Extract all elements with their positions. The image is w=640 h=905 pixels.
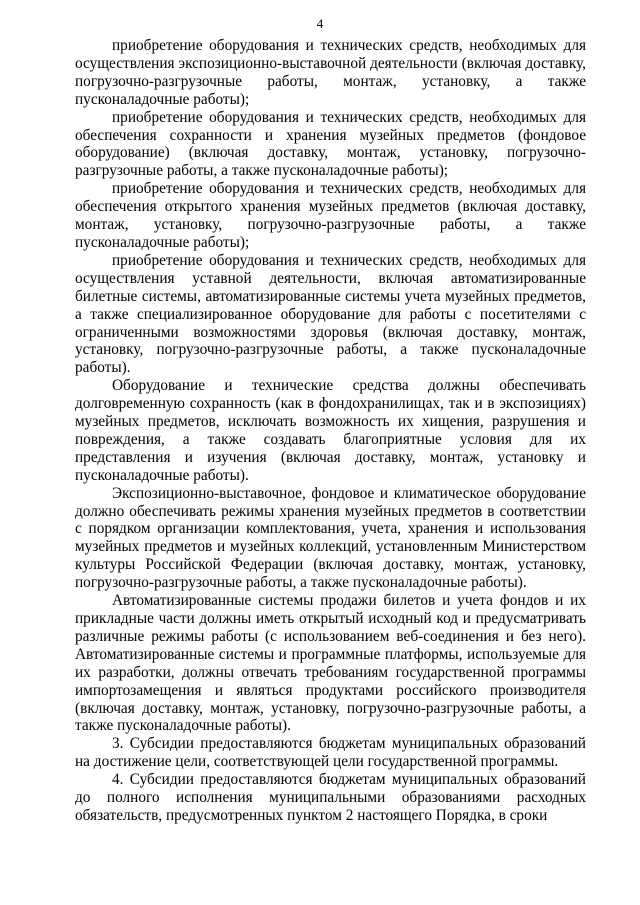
paragraph-equipment-requirements: Оборудование и технические средства должны обеспечивать долговременную сохранность (как в фондохранилищах, так и в экспозициях) музейных предметов, исключать возможность их хищения, разрушения и повреждения, а также создавать благоприятные условия для их представления и изучения (включая доставку, монтаж, установку и пусконаладочные работы).: [75, 377, 586, 484]
paragraph-automated-systems: Автоматизированные системы продажи билетов и учета фондов и их прикладные части должны иметь открытый исходный код и предусматривать различные режимы работы (с использованием веб-соединения и без него). Автоматизированные системы и программные платформы, используемые для их разработки, должны отвечать требованиям государственной программы импортозамещения и являться продуктами российского производителя (включая доставку, монтаж, установку, погрузочно-разгрузочные работы, а также пусконаладочные работы).: [75, 592, 586, 735]
page-number: 4: [316, 16, 324, 31]
paragraph-statutory-activity-equipment: приобретение оборудования и технических средств, необходимых для осуществления уставной деятельности, включая автоматизированные билетные системы, автоматизированные системы учета музейных предметов, а также специализированное оборудование для работы с посетителями с ограниченными возможностями здоровья (включая доставку, монтаж, установку, погрузочно-разгрузочные работы, а также пусконаладочные работы).: [75, 251, 586, 377]
paragraph-clause-4: 4. Субсидии предоставляются бюджетам муниципальных образований до полного исполнения муниципальными образованиями расходных обязательств, предусмотренных пунктом 2 настоящего Порядка, в сроки: [75, 771, 586, 824]
paragraph-open-storage-equipment: приобретение оборудования и технических средств, необходимых для обеспечения открытого хранения музейных предметов (включая доставку, монтаж, установку, погрузочно-разгрузочные работы, а также пусконаладочные работы);: [75, 180, 586, 251]
paragraph-climate-equipment: Экспозиционно-выставочное, фондовое и климатическое оборудование должно обеспечивать режимы хранения музейных предметов в соответствии с порядком организации комплектования, учета, хранения и использования музейных предметов и музейных коллекций, установленным Министерством культуры Российской Федерации (включая доставку, монтаж, установку, погрузочно-разгрузочные работы, а также пусконаладочные работы).: [75, 484, 586, 592]
paragraph-storage-equipment: приобретение оборудования и технических средств, необходимых для обеспечения сохранности и хранения музейных предметов (фондовое оборудование) (включая доставку, монтаж, установку, погрузочно-разгрузочные работы, а также пусконаладочные работы);: [75, 108, 586, 180]
paragraph-clause-3: 3. Субсидии предоставляются бюджетам муниципальных образований на достижение цели, соответствующей цели государственной программы.: [75, 735, 586, 771]
body-text: [75, 37, 586, 825]
paragraph-exhibition-equipment: приобретение оборудования и технических средств, необходимых для осуществления экспозиционно-выставочной деятельности (включая доставку, погрузочно-разгрузочные работы, монтаж, установку, а также пусконаладочные работы);: [75, 37, 586, 108]
